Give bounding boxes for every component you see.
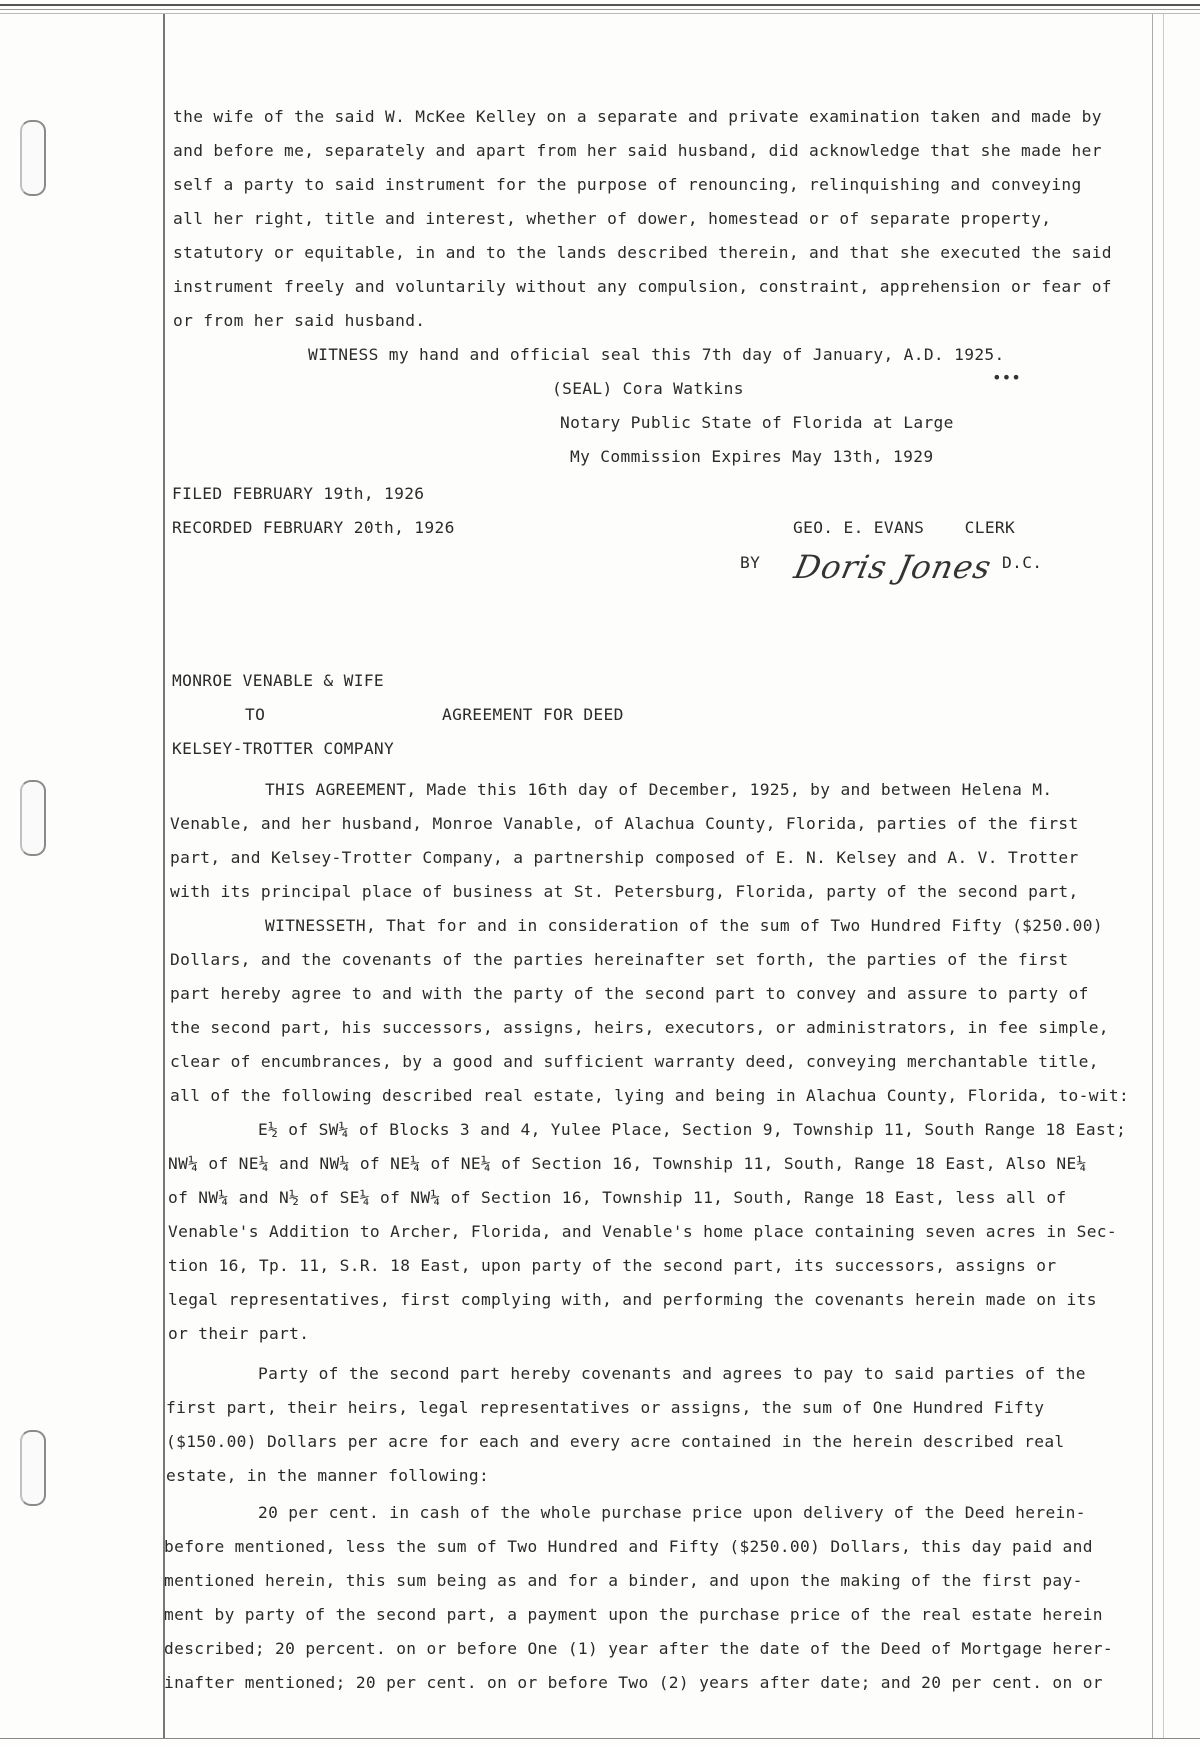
commission-line: My Commission Expires May 13th, 1929 bbox=[570, 447, 934, 466]
agreement-line: THIS AGREEMENT, Made this 16th day of December, 1925, by and between Helena M. bbox=[265, 780, 1053, 799]
agreement-line: of NW¼ and N½ of SE¼ of NW¼ of Section 16, Township 11, South, Range 18 East, less all of bbox=[168, 1188, 1067, 1207]
mark-dots: ••• bbox=[992, 368, 1021, 387]
right-margin-line bbox=[1152, 14, 1153, 1739]
clerk-signature: Doris Jones bbox=[790, 548, 996, 586]
agreement-line: ment by party of the second part, a payment upon the purchase price of the real estate herein bbox=[164, 1605, 1103, 1624]
agreement-line: clear of encumbrances, by a good and sufficient warranty deed, conveying merchantable title, bbox=[170, 1052, 1099, 1071]
agreement-line: Party of the second part hereby covenants and agrees to pay to said parties of the bbox=[258, 1364, 1086, 1383]
clerk-line: GEO. E. EVANS CLERK bbox=[793, 518, 1016, 537]
agreement-line: part, and Kelsey-Trotter Company, a partnership composed of E. N. Kelsey and A. V. Trotter bbox=[170, 848, 1079, 867]
by-label: BY bbox=[740, 553, 761, 572]
agreement-line: or their part. bbox=[168, 1324, 310, 1343]
bottom-border-line bbox=[0, 1738, 1200, 1739]
ack-line-3: self a party to said instrument for the purpose of renouncing, relinquishing and conveying bbox=[173, 175, 1082, 194]
binder-hole bbox=[20, 1430, 46, 1506]
seal-line: (SEAL) Cora Watkins bbox=[552, 379, 744, 398]
agreement-line: inafter mentioned; 20 per cent. on or before Two (2) years after date; and 20 per cent. on or bbox=[164, 1673, 1103, 1692]
agreement-line: tion 16, Tp. 11, S.R. 18 East, upon party of the second part, its successors, assigns or bbox=[168, 1256, 1057, 1275]
ack-line-7: or from her said husband. bbox=[173, 311, 426, 330]
agreement-line: before mentioned, less the sum of Two Hundred and Fifty ($250.00) Dollars, this day paid and bbox=[164, 1537, 1093, 1556]
agreement-line: Venable, and her husband, Monroe Vanable, of Alachua County, Florida, parties of the first bbox=[170, 814, 1079, 833]
top-border-line bbox=[0, 4, 1200, 6]
agreement-line: Dollars, and the covenants of the parties hereinafter set forth, the parties of the first bbox=[170, 950, 1069, 969]
agreement-line: ($150.00) Dollars per acre for each and every acre contained in the herein described real bbox=[166, 1432, 1065, 1451]
filed-line: FILED FEBRUARY 19th, 1926 bbox=[172, 484, 425, 503]
agreement-line: with its principal place of business at St. Petersburg, Florida, party of the second part, bbox=[170, 882, 1079, 901]
ack-line-6: instrument freely and voluntarily without any compulsion, constraint, apprehension or fear of bbox=[173, 277, 1112, 296]
document-type-heading: AGREEMENT FOR DEED bbox=[442, 705, 624, 724]
top-border-line bbox=[0, 9, 1200, 10]
to-label: TO bbox=[245, 705, 266, 724]
ack-line-4: all her right, title and interest, whether of dower, homestead or of separate property, bbox=[173, 209, 1052, 228]
agreement-line: all of the following described real estate, lying and being in Alachua County, Florida, to-wit: bbox=[170, 1086, 1130, 1105]
ack-line-1: the wife of the said W. McKee Kelley on a separate and private examination taken and made by bbox=[173, 107, 1102, 126]
binder-hole bbox=[20, 120, 46, 196]
recorded-line: RECORDED FEBRUARY 20th, 1926 bbox=[172, 518, 455, 537]
ack-line-2: and before me, separately and apart from her said husband, did acknowledge that she made her bbox=[173, 141, 1102, 160]
right-margin-line bbox=[1163, 14, 1164, 1739]
witness-line: WITNESS my hand and official seal this 7th day of January, A.D. 1925. bbox=[308, 345, 1005, 364]
party-to: KELSEY-TROTTER COMPANY bbox=[172, 739, 395, 758]
party-from: MONROE VENABLE & WIFE bbox=[172, 671, 385, 690]
agreement-line: first part, their heirs, legal representatives or assigns, the sum of One Hundred Fifty bbox=[166, 1398, 1045, 1417]
top-border-line bbox=[0, 13, 1200, 14]
agreement-line: the second part, his successors, assigns, heirs, executors, or administrators, in fee simple, bbox=[170, 1018, 1109, 1037]
ack-line-5: statutory or equitable, in and to the lands described therein, and that she executed the said bbox=[173, 243, 1112, 262]
agreement-line: WITNESSETH, That for and in consideration of the sum of Two Hundred Fifty ($250.00) bbox=[265, 916, 1103, 935]
agreement-line: mentioned herein, this sum being as and for a binder, and upon the making of the first pay- bbox=[164, 1571, 1083, 1590]
dc-label: D.C. bbox=[1002, 553, 1043, 572]
agreement-line: 20 per cent. in cash of the whole purchase price upon delivery of the Deed herein- bbox=[258, 1503, 1086, 1522]
agreement-line: NW¼ of NE¼ and NW¼ of NE¼ of NE¼ of Section 16, Township 11, South, Range 18 East, Also NE¼ bbox=[168, 1154, 1087, 1173]
agreement-line: E½ of SW¼ of Blocks 3 and 4, Yulee Place, Section 9, Township 11, South Range 18 East; bbox=[258, 1120, 1127, 1139]
agreement-line: described; 20 percent. on or before One (1) year after the date of the Deed of Mortgage herer- bbox=[164, 1639, 1113, 1658]
binder-hole bbox=[20, 780, 46, 856]
agreement-line: part hereby agree to and with the party of the second part to convey and assure to party of bbox=[170, 984, 1089, 1003]
notary-line: Notary Public State of Florida at Large bbox=[560, 413, 954, 432]
agreement-line: Venable's Addition to Archer, Florida, and Venable's home place containing seven acres in Sec- bbox=[168, 1222, 1117, 1241]
left-margin-line bbox=[163, 14, 165, 1739]
agreement-line: legal representatives, first complying with, and performing the covenants herein made on its bbox=[168, 1290, 1097, 1309]
agreement-line: estate, in the manner following: bbox=[166, 1466, 490, 1485]
